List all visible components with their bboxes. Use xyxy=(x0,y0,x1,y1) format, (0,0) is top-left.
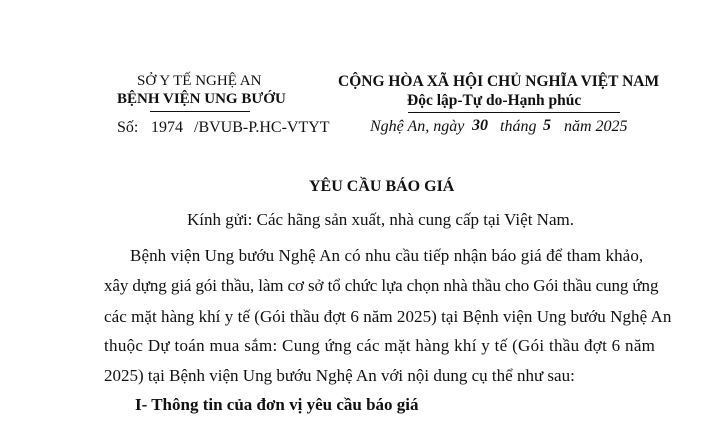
body-line: các mặt hàng khí y tế (Gói thầu đợt 6 năm 2025) tại Bệnh viện Ung bướu Nghệ An xyxy=(104,307,672,326)
hospital-underline xyxy=(150,111,250,112)
doc-number-suffix: /BVUB-P.HC-VTYT xyxy=(194,119,330,136)
date-prefix: Nghệ An, ngày xyxy=(370,118,465,135)
department-name: SỞ Y TẾ NGHỆ AN xyxy=(137,73,262,89)
date-year: năm 2025 xyxy=(564,118,628,135)
body-line: xây dựng giá gói thầu, làm cơ sở tổ chức lựa chọn nhà thầu cho Gói thầu cung ứng xyxy=(104,276,659,295)
document-title: YÊU CẦU BÁO GIÁ xyxy=(309,178,455,195)
motto-underline xyxy=(408,112,620,113)
date-day: 30 xyxy=(472,117,488,134)
doc-number: 1974 xyxy=(151,119,183,136)
date-month: 5 xyxy=(543,117,551,134)
body-line: thuộc Dự toán mua sắm: Cung ứng các mặt hàng khí y tế (Gói thầu đợt 6 năm xyxy=(104,336,656,355)
section-heading: I- Thông tin của đơn vị yêu cầu báo giá xyxy=(135,395,419,414)
country-name: CỘNG HÒA XÃ HỘI CHỦ NGHĨA VIỆT NAM xyxy=(338,73,660,90)
body-line: Bệnh viện Ung bướu Nghệ An có nhu cầu tiếp nhận báo giá để tham khảo, xyxy=(130,246,644,265)
body-line: 2025) tại Bệnh viện Ung bướu Nghệ An với nội dung cụ thể như sau: xyxy=(104,366,575,385)
date-month-label: tháng xyxy=(500,118,537,135)
doc-number-label: Số: xyxy=(117,119,139,136)
recipient-line: Kính gửi: Các hãng sản xuất, nhà cung cấp tại Việt Nam. xyxy=(187,210,574,229)
national-motto: Độc lập-Tự do-Hạnh phúc xyxy=(407,92,582,109)
hospital-name: BỆNH VIỆN UNG BƯỚU xyxy=(117,91,286,107)
